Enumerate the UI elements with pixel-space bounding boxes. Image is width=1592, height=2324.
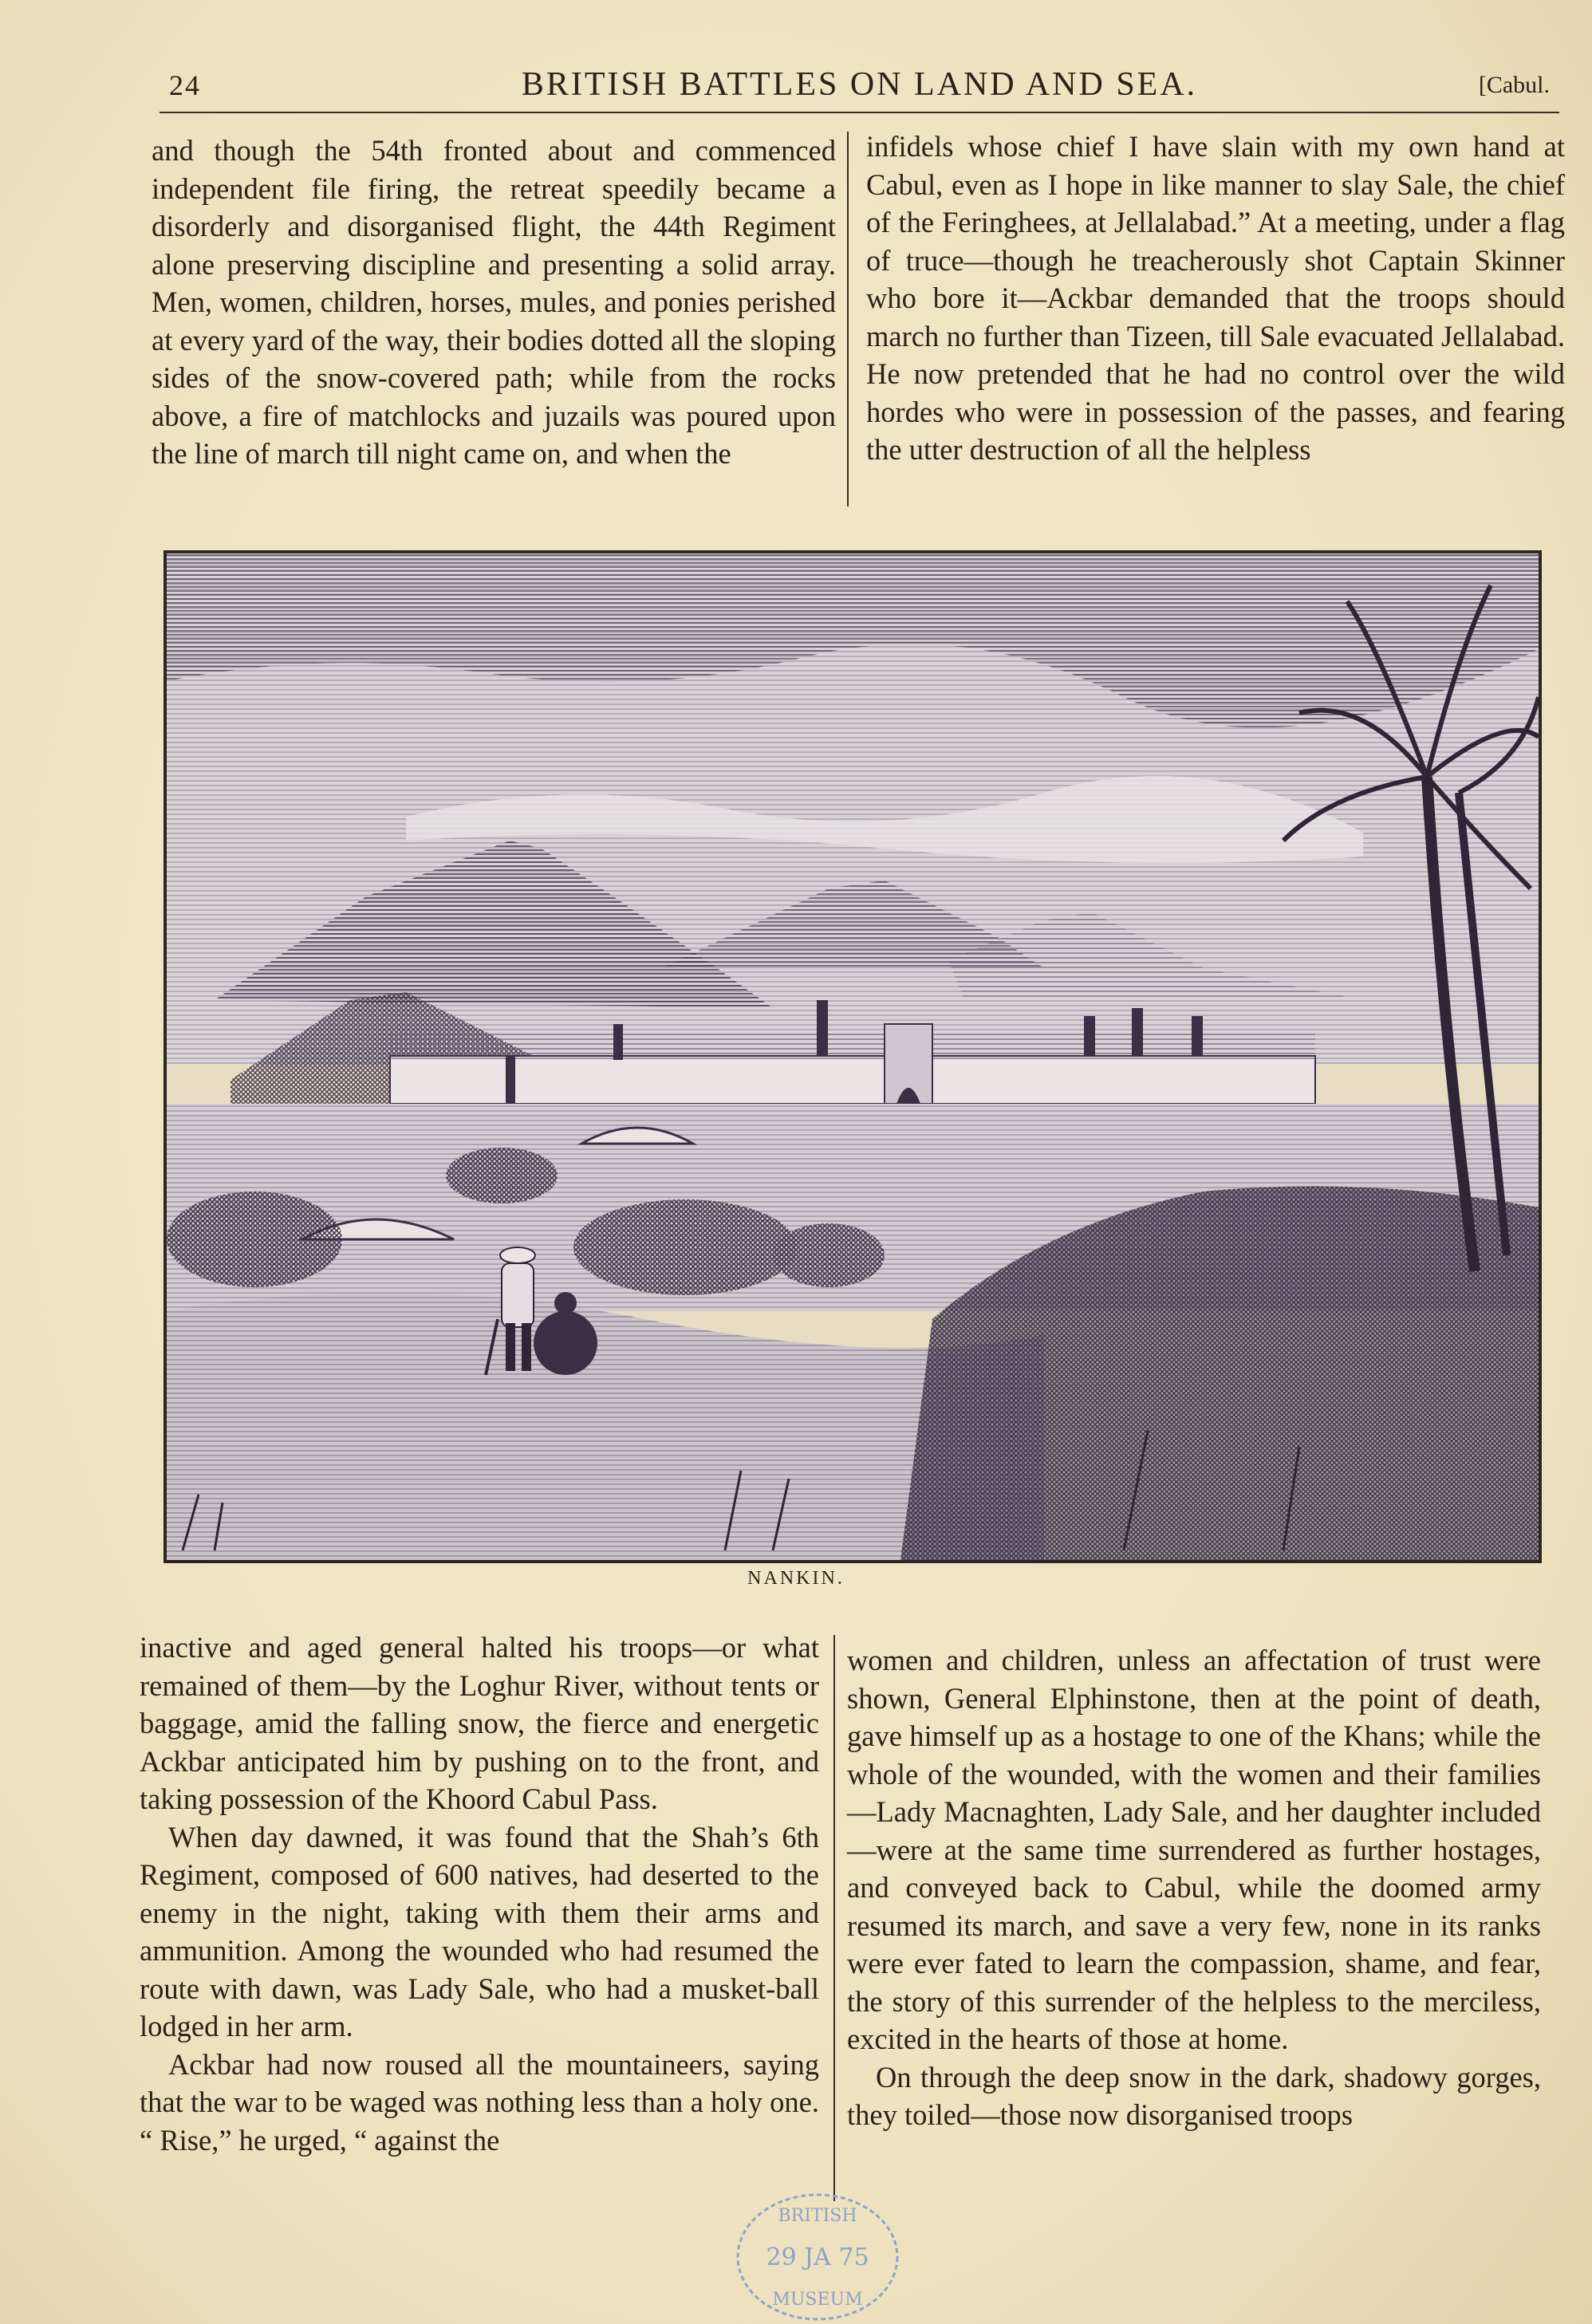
- top-right-column: [866, 128, 1565, 469]
- section-marker: [Cabul.: [1478, 72, 1550, 98]
- british-museum-stamp-icon: [730, 2185, 905, 2321]
- paragraph: and though the 54th fronted about and commenced independent file firing, the retreat speedily became a disorderly and disorganised flight, the 44th Regiment alone preserving discipline and presenting a solid array. Men, women, children, horses, mules, and ponies perished at every yard of the way, their bodies dotted all the sloping sides of the snow-covered path; while from the rocks above, a fire of matchlocks and juzails was poured upon the line of march till night came on, and when the: [152, 134, 836, 470]
- paragraph: infidels whose chief I have slain with my own hand at Cabul, even as I hope in like manner to slay Sale, the chief of the Feringhees, at Jellalabad.” At a meeting, under a flag of truce—though he treacherously shot Captain Skinner who bore it—Ackbar demanded that the troops should march no further than Tizeen, till Sale evacuated Jellalabad. He now pretended that he had no control over the wild hordes who were in possession of the passes, and fearing the utter destruction of all the helpless: [866, 130, 1565, 466]
- page-number: 24: [169, 69, 201, 101]
- nankin-landscape: [167, 553, 1539, 1560]
- paragraph: inactive and aged general halted his troops—or what remained of them—by the Loghur River, without tents or baggage, amid the falling snow, the fierce and energetic Ackbar anticipated him by pushing on to the front, and taking possession of the Khoord Cabul Pass.: [140, 1631, 819, 1815]
- paragraph: women and children, unless an affectation of trust were shown, General Elphinstone, then at the point of death, gave himself up as a hostage to one of the Khans; while the whole of the wounded, with the women and their families—Lady Macnaghten, Lady Sale, and her daughter included—were at the same time surrendered as further hostages, and conveyed back to Cabul, while the doomed army resumed its march, and save a very few, none in its ranks were ever fated to learn the compassion, shame, and fear, the story of this surrender of the helpless to the merciless, excited in the hearts of those at home.: [847, 1644, 1541, 2055]
- top-left-column: [152, 132, 836, 473]
- bottom-right-column: [847, 1641, 1541, 2134]
- engraving-illustration: [164, 550, 1542, 1563]
- running-header: [160, 64, 1559, 113]
- paragraph: On through the deep snow in the dark, shadowy gorges, they toiled—those now disorganised troops: [847, 2060, 1541, 2131]
- paragraph: When day dawned, it was found that the Shah’s 6th Regiment, composed of 600 natives, had deserted to the enemy in the night, taking with them their arms and ammunition. Among the wounded who had resumed the route with dawn, was Lady Sale, who had a musket-ball lodged in her arm.: [140, 1820, 819, 2042]
- stamp-top-text: BRITISH: [778, 2206, 857, 2226]
- illustration-caption: NANKIN.: [747, 1568, 845, 1589]
- paragraph: Ackbar had now roused all the mountaineers, saying that the war to be waged was nothing less than a holy one. “ Rise,” he urged, “ against the: [140, 2047, 819, 2157]
- stamp-bottom-text: MUSEUM: [772, 2290, 863, 2310]
- column-divider: [847, 132, 849, 506]
- column-divider: [833, 1635, 835, 2201]
- stamp-date: 29 JA 75: [766, 2243, 869, 2271]
- library-stamp: [730, 2185, 905, 2321]
- running-title: BRITISH BATTLES ON LAND AND SEA.: [521, 66, 1198, 103]
- bottom-left-column: [140, 1629, 819, 2159]
